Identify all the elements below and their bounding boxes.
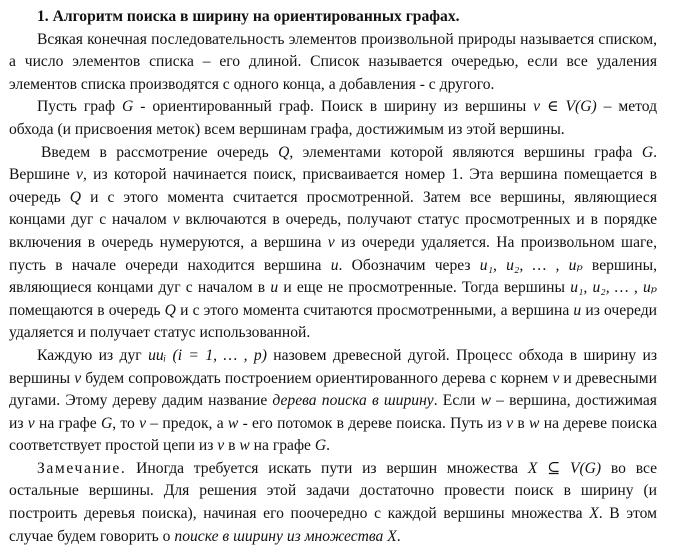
math-inline: Q: [164, 301, 176, 319]
paragraph-search-tree: [9, 345, 657, 458]
math-inline: v: [76, 166, 83, 184]
text: Иногда требуется искать пути из вершин множества: [126, 459, 528, 477]
text: на графе: [249, 437, 315, 455]
math-inline: v: [74, 369, 82, 387]
text: . В этом случае будем говорить о: [9, 505, 657, 545]
text: , то: [112, 414, 140, 432]
text: и с этого момента считаются просмотренными, а вершина: [175, 301, 574, 319]
math-inline: u: [270, 279, 279, 297]
text: и с этого момента считается просмотренной. Затем все вершины, являющиеся концами дуг с началом: [9, 188, 657, 229]
text: - ориентированный граф. Поиск в ширину из вершины: [133, 98, 534, 116]
text: – вершина, достижимая из: [9, 392, 657, 432]
math-inline: u: [573, 301, 582, 319]
text: во все остальные вершины. Для решения этой задачи достаточно провести поиск в ширину (и построить деревья поиска), начиная его поочередно с каждой вершины множества: [9, 459, 658, 523]
text: вершины, являющиеся концами дуг с началом в: [9, 256, 657, 297]
text: Введем в рассмотрение очередь: [41, 143, 279, 161]
remark-label: Замечание.: [37, 459, 127, 477]
math-inline: X: [589, 505, 599, 523]
math-inline: u₁, u₂, … , uₚ: [570, 279, 657, 297]
math-inline: X: [387, 527, 397, 545]
math-inline: G: [314, 437, 327, 455]
text: . Если: [433, 392, 481, 410]
math-inline: v: [27, 414, 35, 432]
paragraph-queue-process: [9, 142, 657, 345]
text: – метод обхода (и присвоения меток) всем вершинам графа, достижимым из этой вершины.: [9, 98, 658, 138]
math-inline: u: [330, 256, 339, 274]
text: из очереди удаляется. На произвольном шаге, пусть в начале очереди находится вершина: [9, 233, 657, 274]
text: и еще не просмотренные. Тогда вершины: [278, 279, 571, 297]
term-italic: дерева поиска в ширину: [272, 392, 434, 410]
text: .: [326, 437, 331, 455]
math-inline: uuᵢ (i = 1, … , p): [148, 346, 267, 364]
math-inline: w: [529, 414, 540, 432]
term-italic: поиске в ширину из множества: [174, 527, 384, 545]
paragraph-remark: [9, 458, 657, 548]
text: - его потомок в дереве поиска. Путь из: [238, 414, 507, 432]
text: Пусть граф: [37, 98, 122, 116]
paragraph-list-definition: Всякая конечная последовательность элементов произвольной природы называется списком, а число элементов списка – его длиной. Список называется очередью, если все удаления элементов списка производятся с одного конца, а добавления - с другого.: [9, 30, 657, 93]
math-inline: v: [139, 414, 147, 432]
math-inline: v: [217, 437, 225, 455]
math-inline: X ⊆ V(G): [527, 459, 602, 477]
text: .: [396, 527, 401, 545]
text: и древесными дугами. Этому дереву дадим название: [9, 369, 657, 410]
math-inline: v: [506, 414, 514, 432]
math-inline: v: [552, 369, 560, 387]
text: в: [513, 414, 530, 432]
math-inline: G: [641, 143, 654, 161]
math-inline: v ∈ V(G): [533, 98, 597, 116]
text: . Вершине: [9, 143, 657, 184]
math-inline: Q: [278, 143, 290, 161]
math-inline: v: [327, 233, 335, 251]
math-inline: w: [227, 414, 239, 432]
text: на дереве поиска соответствует простой цепи из: [9, 414, 657, 455]
text: в: [224, 437, 240, 455]
text: , элементами которой являются вершины графа: [289, 143, 642, 161]
text: будем сопровождать построением ориентированного дерева с корнем: [81, 369, 553, 387]
text: назовем древесной дугой. Процесс обхода в ширину из вершины: [9, 346, 657, 387]
paragraph-bfs-definition: [9, 96, 657, 141]
text: из очереди удаляется и получает статус использованной.: [9, 301, 657, 342]
text: . Обозначим через: [338, 256, 480, 274]
text: Каждую из дуг: [37, 346, 149, 364]
section-heading: 1. Алгоритм поиска в ширину на ориентированных графах.: [37, 8, 460, 25]
math-inline: w: [239, 437, 250, 455]
math-inline: G: [100, 414, 113, 432]
text: включаются в очередь, получают статус просмотренных и в порядке включения в очередь нумеруются, а вершина: [9, 211, 657, 251]
text: , из которой начинается поиск, присваивается номер 1. Эта вершина помещается в очередь: [9, 166, 658, 206]
math-inline: v: [172, 211, 180, 229]
text: помещаются в очередь: [9, 301, 165, 319]
math-inline: w: [480, 392, 491, 410]
text: на графе: [34, 414, 101, 432]
math-inline: Q: [69, 188, 82, 206]
math-inline: u₁, u₂, … , uₚ: [479, 256, 583, 274]
text: – предок, а: [146, 414, 228, 432]
math-inline: G: [122, 98, 134, 116]
